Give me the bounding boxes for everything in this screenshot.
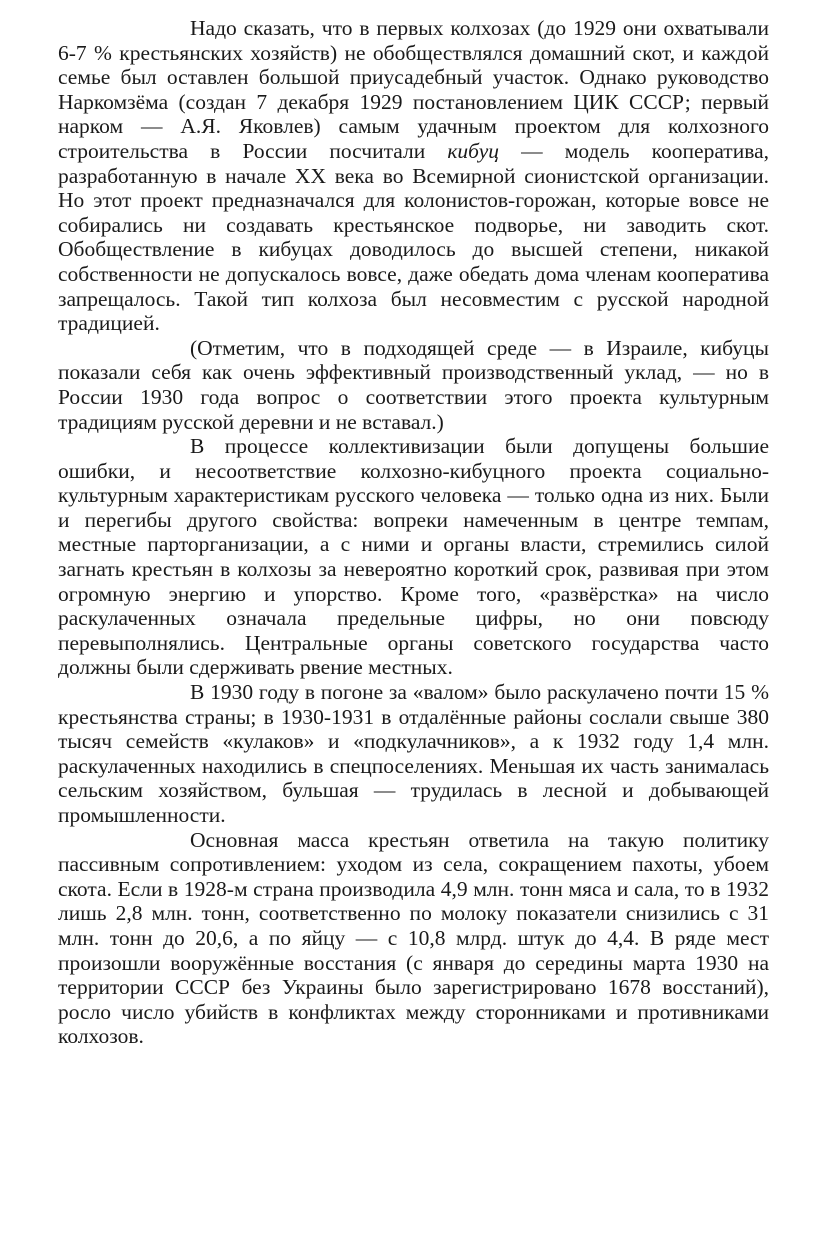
- paragraph-2: (Отметим, что в подходящей среде — в Израиле, кибуцы показали себя как очень эффективный производственный уклад, — но в России 1930 года вопрос о соответствии этого проекта культурным традициям русской деревни и не вставал.): [58, 335, 769, 434]
- paragraph-1-text-b: — модель кооператива, разработанную в начале XX века во Всемирной сионистской организации. Но этот проект предназначался для колонистов-горожан, которые вовсе не собирались ни создавать крестьянское подворье, ни заводить скот. Обобществление в кибуцах доводилось до высшей степени, никакой собственности не допускалось вовсе, даже обедать дома членам кооператива запрещалось. Такой тип колхоза был несовместим с русской народной традицией.: [58, 138, 769, 336]
- paragraph-3: В процессе коллективизации были допущены большие ошибки, и несоответствие колхозно-кибуцного проекта социально-культурным характеристикам русского человека — только одна из них. Были и перегибы другого свойства: вопреки намеченным в центре темпам, местные парторганизации, а с ними и органы власти, стремились силой загнать крестьян в колхозы за невероятно короткий срок, развивая при этом огромную энергию и упорство. Кроме того, «развёрстка» на число раскулаченных означала предельные цифры, но они повсюду перевыполнялись. Центральные органы советского государства часто должны были сдерживать рвение местных.: [58, 434, 769, 680]
- paragraph-5: Основная масса крестьян ответила на такую политику пассивным сопротивлением: уходом из села, сокращением пахоты, убоем скота. Если в 1928-м страна производила 4,9 млн. тонн мяса и сала, то в 1932 лишь 2,8 млн. тонн, соответственно по молоку показатели снизились с 31 млн. тонн до 20,6, а по яйцу — с 10,8 млрд. штук до 4,4. В ряде мест произошли вооружённые восстания (с января до середины марта 1930 на территории СССР без Украины было зарегистрировано 1678 восстаний), росло число убийств в конфликтах между сторонниками и противниками колхозов.: [58, 827, 769, 1049]
- paragraph-1: [58, 16, 769, 336]
- paragraph-4: В 1930 году в погоне за «валом» было раскулачено почти 15 % крестьянства страны; в 1930-1931 в отдалённые районы сослали свыше 380 тысяч семейств «кулаков» и «подкулачников», а к 1932 году 1,4 млн. раскулаченных находились в спецпоселениях. Меньшая их часть занималась сельским хозяйством, бульшая — трудилась в лесной и добывающей промышленности.: [58, 680, 769, 827]
- document-page: [58, 16, 769, 1049]
- term-kibbutz: кибуц: [447, 138, 500, 163]
- paragraph-1-text-a: Надо сказать, что в первых колхозах (до 1929 они охватывали 6-7 % крестьянских хозяйств) не обобществлялся домашний скот, и каждой семье был оставлен большой приусадебный участок. Однако руководство Наркомзёма (создан 7 декабря 1929 постановлением ЦИК СССР; первый нарком — А.Я. Яковлев) самым удачным проектом для колхозного строительства в России посчитали: [58, 16, 769, 163]
